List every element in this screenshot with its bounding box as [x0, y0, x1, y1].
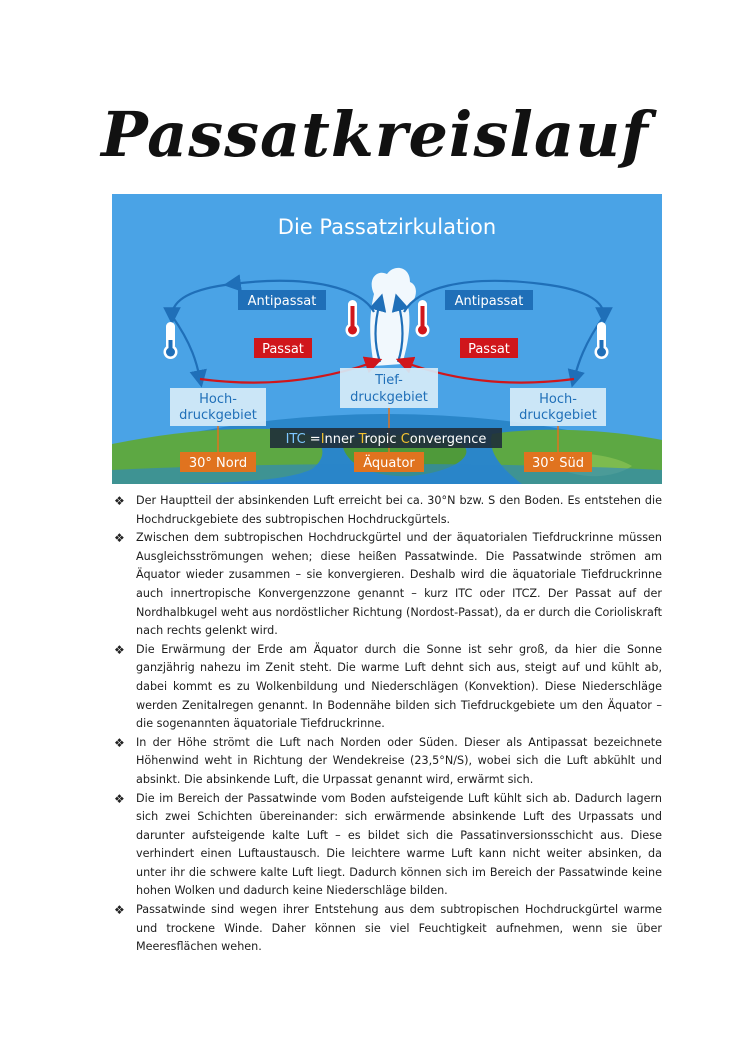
diagram-title: Die Passatzirkulation	[277, 215, 497, 239]
list-item: ❖ Passatwinde sind wegen ihrer Entstehung aus dem subtropischen Hochdruckgürtel warme und trockene Winde. Daher können sie viel Feuchtigkeit aufnehmen, wenn sie über Meeresflächen wehen.	[114, 903, 662, 954]
svg-text:druckgebiet: druckgebiet	[519, 408, 597, 423]
svg-text:30° Nord: 30° Nord	[188, 456, 248, 471]
antipassat-label-right	[445, 290, 533, 310]
svg-text:druckgebiet: druckgebiet	[179, 408, 257, 423]
svg-text:ITC =Inner Tropic Convergence: ITC =Inner Tropic Convergence	[285, 432, 487, 447]
bullet-marker-icon: ❖	[114, 494, 125, 508]
svg-text:Tief-: Tief-	[375, 373, 403, 388]
bullet-marker-icon: ❖	[114, 791, 125, 806]
bullet-list	[112, 492, 662, 957]
antipassat-label-left	[238, 290, 326, 310]
diagram-svg	[112, 194, 662, 484]
svg-text:Hoch-: Hoch-	[539, 392, 577, 407]
latitude-north-label	[180, 452, 256, 472]
passat-label-right	[460, 338, 518, 358]
bullet-marker-icon: ❖	[114, 735, 125, 750]
svg-text:Antipassat: Antipassat	[454, 294, 524, 309]
tiefdruckgebiet-label	[340, 368, 438, 408]
passat-circulation-diagram	[112, 194, 662, 484]
passat-label-left	[254, 338, 312, 358]
hochdruckgebiet-label-right	[510, 388, 606, 426]
itc-label	[270, 428, 502, 448]
svg-text:Äquator: Äquator	[363, 456, 415, 471]
list-item: ❖ Die Erwärmung der Erde am Äquator durch die Sonne ist sehr groß, da hier die Sonne ganzjährig nahezu im Zenit steht. Die warme Luft dehnt sich aus, steigt auf und kühlt ab, dabei kommt es zu Wolkenbildung und Niederschlägen (Konvektion). Diese Niederschläge werden Zenitalregen genannt. In Bodennähe bilden sich Tiefdruckgebiete um den Äquator – die sogenannten äquatoriale Tiefdruckrinne.	[114, 642, 662, 731]
latitude-equator-label	[354, 452, 424, 472]
list-item: ❖ Der Hauptteil der absinkenden Luft erreicht bei ca. 30°N bzw. S den Boden. Es entstehen die Hochdruckgebiete des subtropischen Hochdruckgürtels.	[114, 494, 662, 526]
svg-text:Passat: Passat	[262, 342, 304, 357]
page-title: Passatkreislauf	[101, 98, 649, 171]
svg-text:Antipassat: Antipassat	[247, 294, 317, 309]
bullet-marker-icon: ❖	[114, 531, 125, 546]
latitude-south-label	[524, 452, 592, 472]
list-item: ❖ Die im Bereich der Passatwinde vom Boden aufsteigende Luft kühlt sich ab. Dadurch lagern sich zwei Schichten übereinander: sich erwärmende absinkende Luft des Urpassats und darunter aufsteigende kalte Luft – es bildet sich die Passatinversionsschicht aus. Diese verhindert einen Luftaustausch. Die leichtere warme Luft kann nicht weiter absinken, da unter ihr die schwere kalte Luft liegt. Dadurch können sich im Bereich der Passatwinde keine hohen Wolken und dadurch keine Niederschläge bilden.	[114, 791, 662, 898]
svg-text:Hoch-: Hoch-	[199, 392, 237, 407]
svg-text:druckgebiet: druckgebiet	[350, 390, 428, 405]
svg-text:Passat: Passat	[468, 342, 510, 357]
bullet-marker-icon: ❖	[114, 903, 125, 918]
svg-text:30° Süd: 30° Süd	[532, 456, 584, 471]
list-item: ❖ In der Höhe strömt die Luft nach Norden oder Süden. Dieser als Antipassat bezeichnete Höhenwind weht in Richtung der Wendekreise (23,5°N/S), wobei sich die Luft abkühlt und absinkt. Die absinkende Luft, die Urpassat genannt wird, erwärmt sich.	[114, 735, 662, 786]
bullet-marker-icon: ❖	[114, 642, 125, 657]
list-item: ❖ Zwischen dem subtropischen Hochdruckgürtel und der äquatorialen Tiefdruckrinne müssen Ausgleichsströmungen wehen; diese heißen Passatwinde. Die Passatwinde strömen am Äquator wieder zusammen – sie konvergieren. Deshalb wird die äquatoriale Tiefdruckrinne auch innertropische Konvergenzzone genannt – kurz ITC oder ITCZ. Der Passat auf der Nordhalbkugel weht aus nordöstlicher Richtung (Nordost-Passat), da er durch die Corioliskraft nach rechts gelenkt wird.	[114, 531, 662, 638]
hochdruckgebiet-label-left	[170, 388, 266, 426]
